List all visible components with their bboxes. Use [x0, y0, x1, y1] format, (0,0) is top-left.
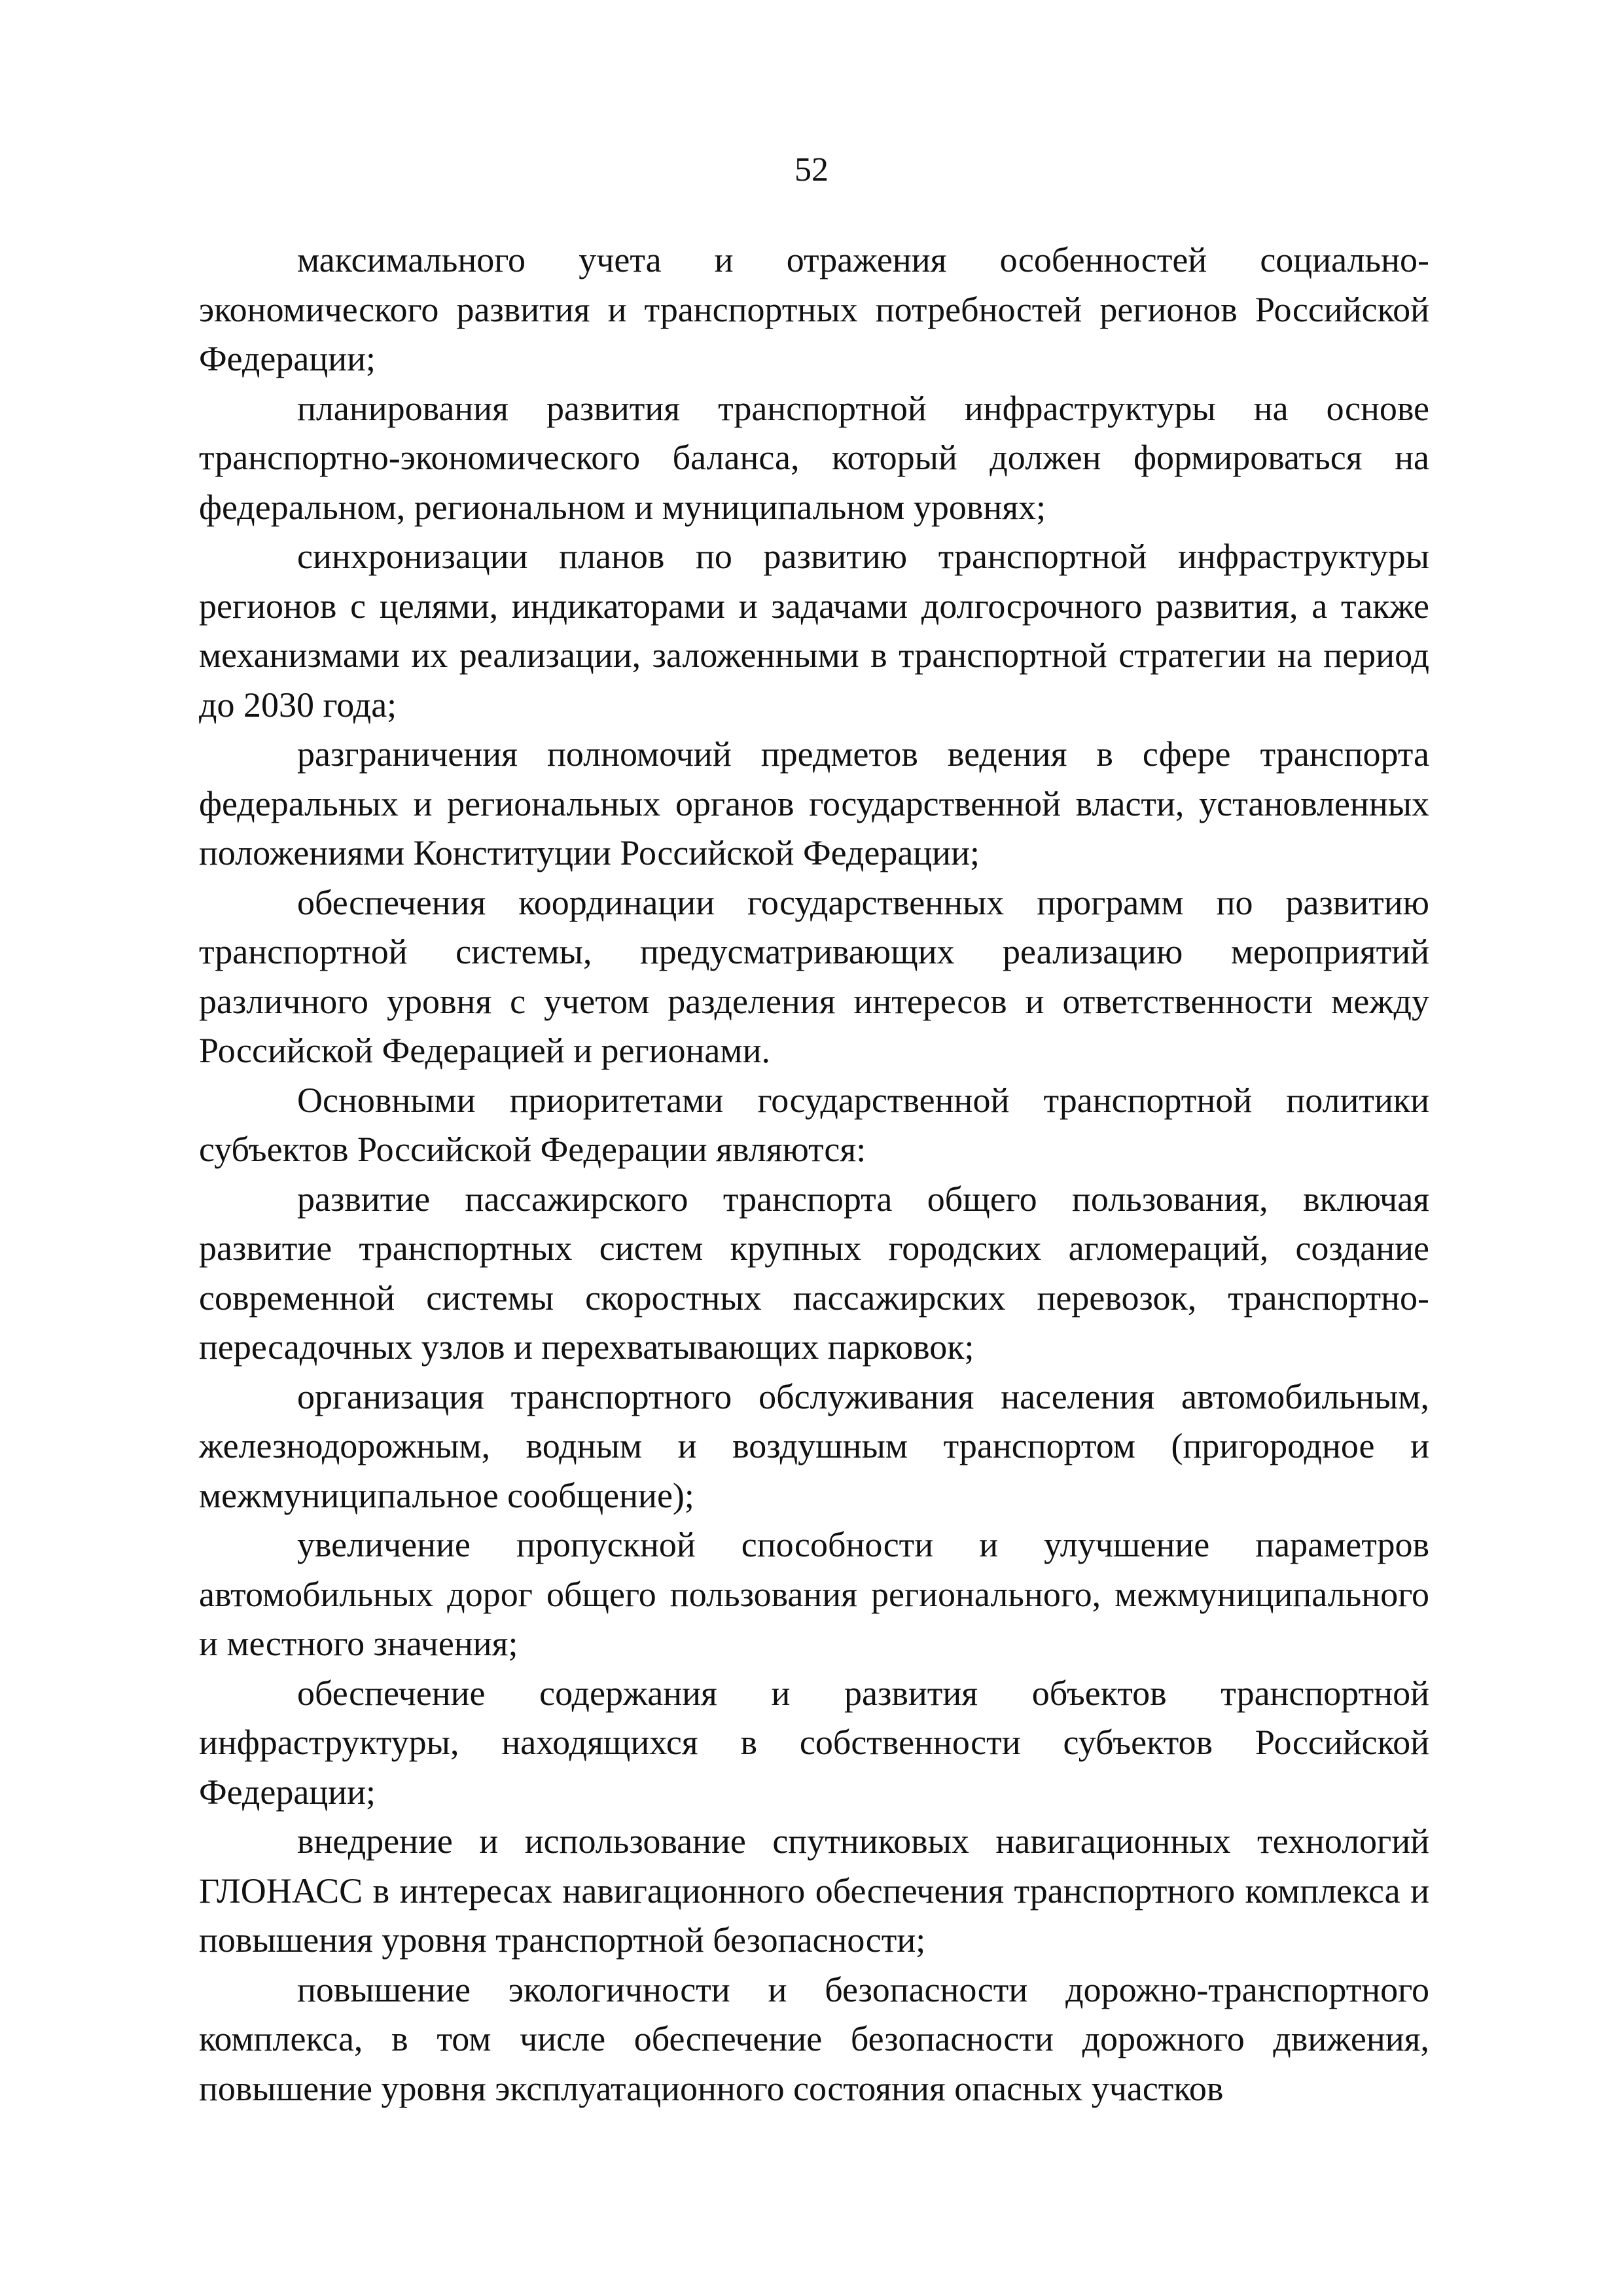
paragraph-plan-synchronization: синхронизации планов по развитию транспортной инфраструктуры регионов с целями, индикаторами и задачами долгосрочного развития, а также механизмами их реализации, заложенными в транспортной стратегии на период до 2030 года; — [199, 537, 1429, 725]
paragraph-passenger-transport: развитие пассажирского транспорта общего пользования, включая развитие транспортных систем крупных городских агломераций, создание современной системы скоростных пассажирских перевозок, транспортно-пересадочных узлов и перехватывающих парковок; — [199, 1179, 1429, 1367]
paragraph-powers-delimitation: разграничения полномочий предметов ведения в сфере транспорта федеральных и региональных органов государственной власти, установленных положениями Конституции Российской Федерации; — [199, 734, 1429, 872]
paragraph-transport-service: организация транспортного обслуживания населения автомобильным, железнодорожным, водным и воздушным транспортом (пригородное и межмуниципальное сообщение); — [199, 1376, 1429, 1515]
paragraph-priorities-intro: Основными приоритетами государственной транспортной политики субъектов Российской Федерации являются: — [199, 1080, 1429, 1169]
paragraph-infrastructure-maintenance: обеспечение содержания и развития объектов транспортной инфраструктуры, находящихся в собственности субъектов Российской Федерации; — [199, 1673, 1429, 1812]
paragraph-infrastructure-planning: планирования развития транспортной инфраструктуры на основе транспортно-экономического баланса, который должен формироваться на федеральном, региональном и муниципальном уровнях; — [199, 388, 1429, 527]
paragraph-ecology-safety: повышение экологичности и безопасности дорожно-транспортного комплекса, в том числе обеспечение безопасности дорожного движения, повышение уровня эксплуатационного состояния опасных участков — [199, 1969, 1429, 2108]
paragraph-road-capacity: увеличение пропускной способности и улучшение параметров автомобильных дорог общего пользования регионального, межмуниципального и местного значения; — [199, 1525, 1429, 1663]
paragraph-program-coordination: обеспечения координации государственных программ по развитию транспортной системы, предусматривающих реализацию мероприятий различного уровня с учетом разделения интересов и ответственности между Российской Федерацией и регионами. — [199, 882, 1429, 1070]
body-text — [199, 236, 1429, 2113]
paragraph-regional-features: максимального учета и отражения особенностей социально-экономического развития и транспортных потребностей регионов Российской Федерации; — [199, 240, 1429, 378]
page-number: 52 — [794, 151, 829, 188]
paragraph-glonass: внедрение и использование спутниковых навигационных технологий ГЛОНАСС в интересах навигационного обеспечения транспортного комплекса и повышения уровня транспортной безопасности; — [199, 1821, 1429, 1960]
